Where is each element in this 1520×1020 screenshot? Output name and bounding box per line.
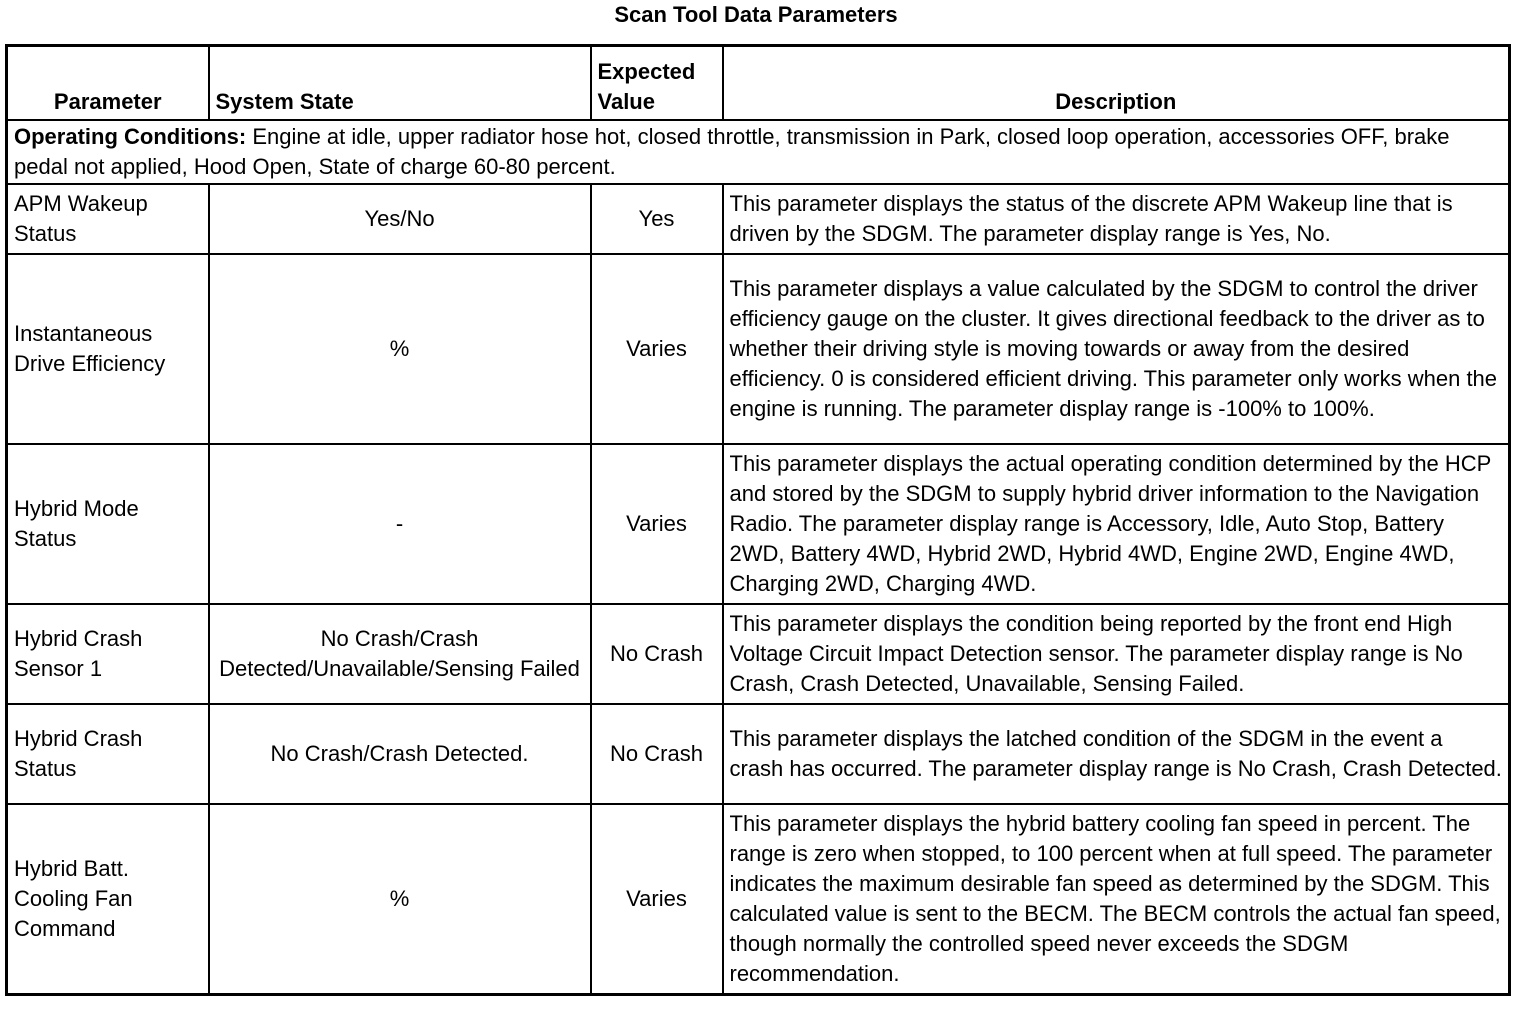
parameter-name: Hybrid Batt. Cooling Fan Command [7,804,209,995]
system-state: No Crash/Crash Detected/Unavailable/Sensing Failed [209,604,591,704]
header-parameter: Parameter [7,46,209,121]
table-row [7,254,1510,444]
page-title: Scan Tool Data Parameters [614,2,898,27]
operating-conditions-text: Engine at idle, upper radiator hose hot, closed throttle, transmission in Park, closed loop operation, accessories OFF, brake pedal not applied, Hood Open, State of charge 60-80 percent. [14,124,1450,179]
table-row [7,704,1510,804]
description: This parameter displays the hybrid battery cooling fan speed in percent. The range is zero when stopped, to 100 percent when at full speed. The parameter indicates the maximum desirable fan speed as determined by the SDGM. This calculated value is sent to the BECM. The BECM controls the actual fan speed, though normally the controlled speed never exceeds the SDGM recommendation. [723,804,1510,995]
description: This parameter displays the status of the discrete APM Wakeup line that is driven by the SDGM. The parameter display range is Yes, No. [723,184,1510,254]
table-row [7,604,1510,704]
expected-value: Varies [591,444,723,604]
table-row [7,444,1510,604]
system-state: Yes/No [209,184,591,254]
system-state: No Crash/Crash Detected. [209,704,591,804]
parameter-name: Hybrid Crash Sensor 1 [7,604,209,704]
operating-conditions-row [7,120,1510,184]
description: This parameter displays the actual operating condition determined by the HCP and stored by the SDGM to supply hybrid driver information to the Navigation Radio. The parameter display range is Accessory, Idle, Auto Stop, Battery 2WD, Battery 4WD, Hybrid 2WD, Hybrid 4WD, Engine 2WD, Engine 4WD, Charging 2WD, Charging 4WD. [723,444,1510,604]
expected-value: No Crash [591,704,723,804]
operating-conditions [7,120,1510,184]
header-expected-value: Expected Value [591,46,723,121]
expected-value: Varies [591,254,723,444]
description: This parameter displays the latched condition of the SDGM in the event a crash has occurred. The parameter display range is No Crash, Crash Detected. [723,704,1510,804]
table-header-row [7,46,1510,121]
header-system-state: System State [209,46,591,121]
expected-value: Yes [591,184,723,254]
parameter-name: Hybrid Mode Status [7,444,209,604]
parameter-name: APM Wakeup Status [7,184,209,254]
scan-tool-data-table [5,44,1511,996]
system-state: - [209,444,591,604]
parameter-name: Hybrid Crash Status [7,704,209,804]
system-state: % [209,254,591,444]
operating-conditions-label: Operating Conditions: [14,124,247,149]
header-description: Description [723,46,1510,121]
system-state: % [209,804,591,995]
description: This parameter displays a value calculated by the SDGM to control the driver efficiency gauge on the cluster. It gives directional feedback to the driver as to whether their driving style is moving towards or away from the desired efficiency. 0 is considered efficient driving. This parameter only works when the engine is running. The parameter display range is -100% to 100%. [723,254,1510,444]
expected-value: Varies [591,804,723,995]
description: This parameter displays the condition being reported by the front end High Voltage Circuit Impact Detection sensor. The parameter display range is No Crash, Crash Detected, Unavailable, Sensing Failed. [723,604,1510,704]
parameter-name: Instantaneous Drive Efficiency [7,254,209,444]
table-row [7,184,1510,254]
table-row [7,804,1510,995]
expected-value: No Crash [591,604,723,704]
